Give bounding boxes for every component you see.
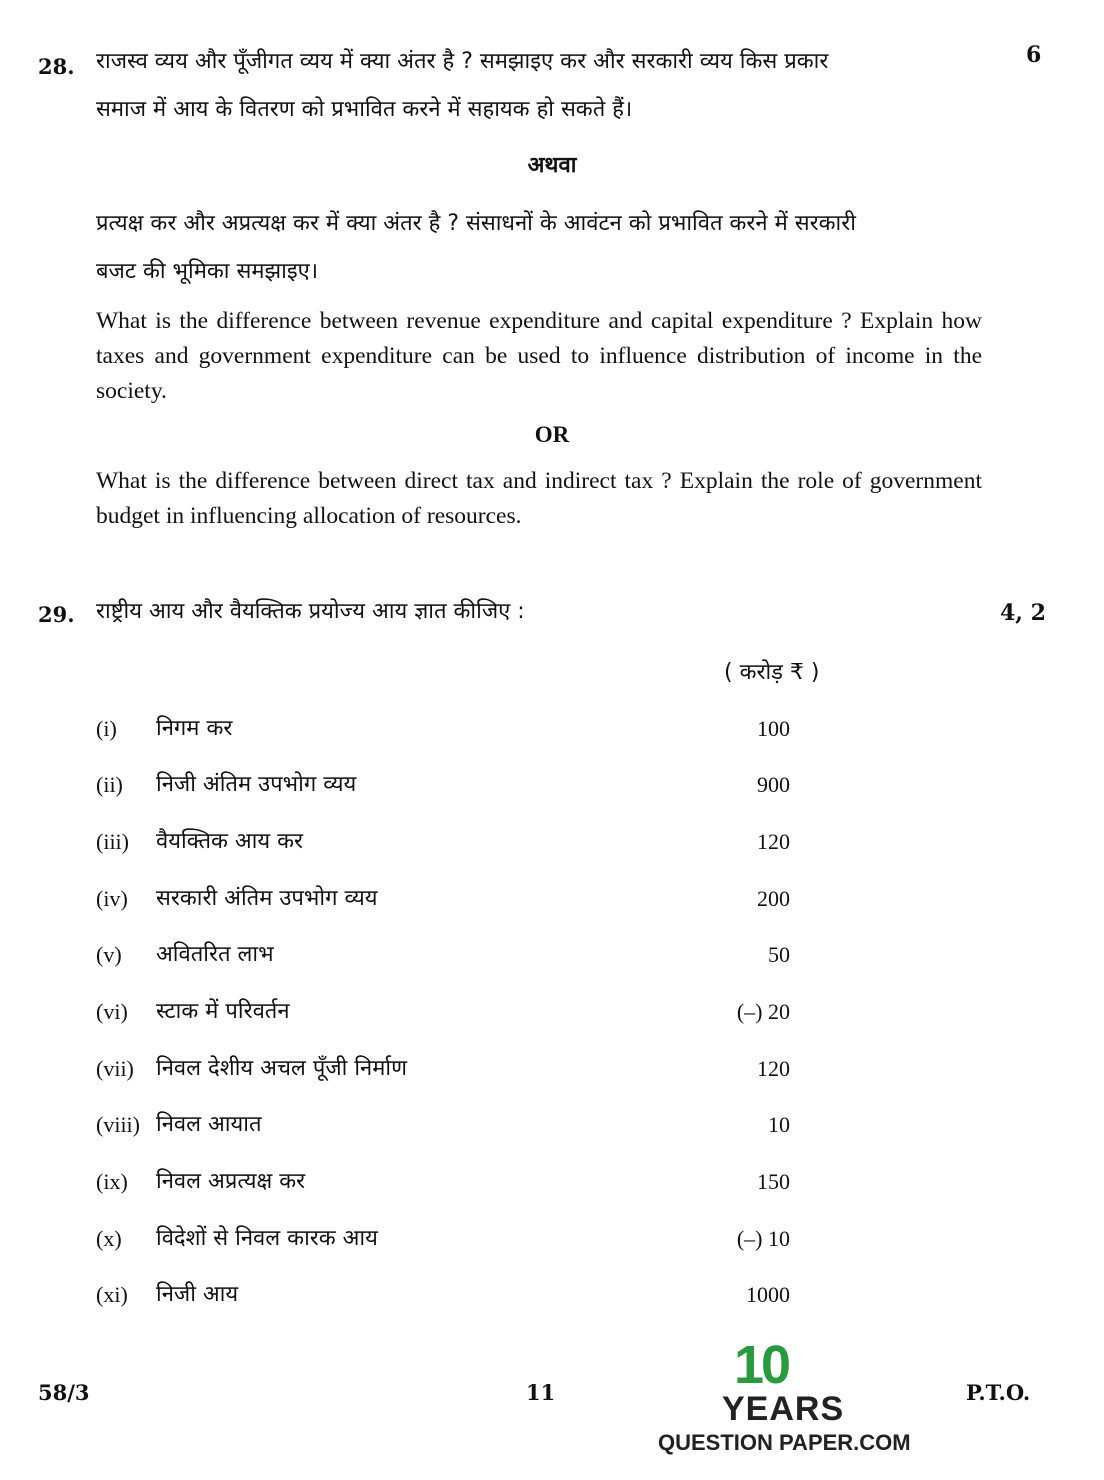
item-number: (ii) bbox=[96, 772, 123, 797]
item-value: 200 bbox=[757, 886, 790, 911]
paper-code: 58/3 bbox=[38, 1380, 90, 1405]
item-number: (ix) bbox=[96, 1169, 128, 1194]
item-value: 900 bbox=[757, 772, 790, 797]
q28-hindi-line-1: राजस्व व्यय और पूँजीगत व्यय में क्या अंतर है ? समझाइए कर और सरकारी व्यय किस प्रकार bbox=[96, 49, 829, 74]
logo-site-name: QUESTION PAPER.COM bbox=[658, 1430, 911, 1455]
item-label: निजी आय bbox=[156, 1282, 239, 1307]
item-label: विदेशों से निवल कारक आय bbox=[156, 1226, 378, 1251]
item-number: (viii) bbox=[96, 1112, 140, 1137]
item-value: 10 bbox=[768, 1112, 790, 1137]
q28-english-alt: What is the difference between direct tax and indirect tax ? Explain the role of government budget in influencing allocation of resources. bbox=[96, 468, 982, 529]
q28-hindi-or: अथवा bbox=[527, 153, 577, 178]
item-number: (x) bbox=[96, 1226, 122, 1251]
item-number: (xi) bbox=[96, 1282, 128, 1307]
table-row bbox=[96, 1112, 816, 1152]
item-number: (v) bbox=[96, 942, 122, 967]
q28-hindi-line-2: समाज में आय के वितरण को प्रभावित करने में सहायक हो सकते हैं। bbox=[96, 97, 633, 122]
q28-hindi-alt-line-1: प्रत्यक्ष कर और अप्रत्यक्ष कर में क्या अंतर है ? संसाधनों के आवंटन को प्रभावित करने में सरकारी bbox=[96, 211, 856, 236]
question-28-marks: 6 bbox=[1026, 42, 1042, 68]
item-value: 120 bbox=[757, 829, 790, 854]
table-row bbox=[96, 829, 816, 869]
item-value: 50 bbox=[768, 942, 790, 967]
item-label: सरकारी अंतिम उपभोग व्यय bbox=[156, 886, 378, 911]
question-29-marks: 4, 2 bbox=[1000, 600, 1046, 626]
q28-hindi-alt-line-2: बजट की भूमिका समझाइए। bbox=[96, 259, 319, 284]
item-label: निवल आयात bbox=[156, 1112, 262, 1137]
table-row bbox=[96, 1169, 816, 1209]
item-label: वैयक्तिक आय कर bbox=[156, 829, 304, 854]
table-row bbox=[96, 999, 816, 1039]
table-row bbox=[96, 886, 816, 926]
item-number: (vii) bbox=[96, 1056, 134, 1081]
item-number: (iii) bbox=[96, 829, 129, 854]
table-row bbox=[96, 772, 816, 812]
item-value: (–) 10 bbox=[736, 1226, 790, 1251]
table-row bbox=[96, 1056, 816, 1096]
item-label: निवल अप्रत्यक्ष कर bbox=[156, 1169, 306, 1194]
item-number: (vi) bbox=[96, 999, 128, 1024]
item-number: (i) bbox=[96, 716, 117, 741]
question-29-number: 29. bbox=[38, 602, 75, 627]
item-value: 150 bbox=[757, 1169, 790, 1194]
logo-years: YEARS bbox=[722, 1390, 845, 1428]
q29-unit-label: ( करोड़ ₹ ) bbox=[724, 660, 820, 685]
q28-english-or: OR bbox=[534, 422, 570, 447]
item-value: 1000 bbox=[746, 1282, 790, 1307]
question-28-number: 28. bbox=[38, 54, 75, 79]
table-row bbox=[96, 1282, 816, 1322]
pto-label: P.T.O. bbox=[966, 1380, 1031, 1405]
item-label: अवितरित लाभ bbox=[156, 942, 274, 967]
item-value: (–) 20 bbox=[736, 999, 790, 1024]
logo-number: 10 bbox=[734, 1335, 789, 1395]
table-row bbox=[96, 942, 816, 982]
item-value: 120 bbox=[757, 1056, 790, 1081]
item-label: निजी अंतिम उपभोग व्यय bbox=[156, 772, 357, 797]
table-row bbox=[96, 1226, 816, 1266]
q28-english-main: What is the difference between revenue expenditure and capital expenditure ? Explain how taxes and government expenditure can be used to influence distribution of income in the society. bbox=[96, 308, 982, 404]
item-label: निगम कर bbox=[156, 716, 233, 741]
q29-question: राष्ट्रीय आय और वैयक्तिक प्रयोज्य आय ज्ञात कीजिए : bbox=[96, 599, 525, 624]
table-row bbox=[96, 716, 816, 756]
item-number: (iv) bbox=[96, 886, 128, 911]
item-label: निवल देशीय अचल पूँजी निर्माण bbox=[156, 1056, 408, 1081]
item-value: 100 bbox=[757, 716, 790, 741]
item-label: स्टाक में परिवर्तन bbox=[156, 999, 290, 1024]
page-number: 11 bbox=[526, 1380, 556, 1405]
